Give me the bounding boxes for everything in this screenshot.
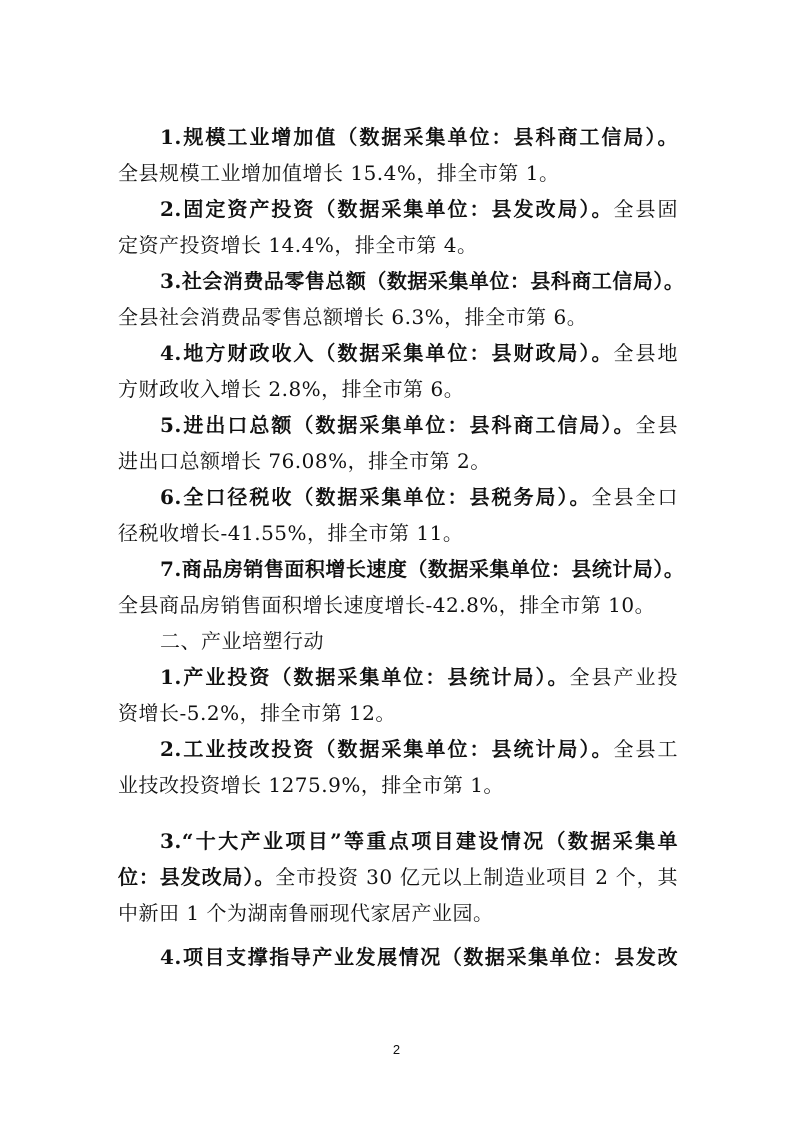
body-text: 全县产业投 [569, 665, 679, 689]
body-text: 中新田 1 个为湖南鲁丽现代家居产业园。 [118, 901, 494, 925]
body-text: 全县社会消费品零售总额增长 6.3%，排全市第 6。 [118, 305, 588, 329]
text-line [118, 443, 678, 479]
body-text: 业技改投资增长 1275.9%，排全市第 1。 [118, 773, 504, 797]
text-line [160, 659, 678, 695]
body-text: 径税收增长-41.55%，排全市第 11。 [118, 521, 464, 545]
text-line [160, 263, 685, 299]
text-line [160, 407, 678, 443]
text-line [160, 119, 678, 155]
bold-text: 6.全口径税收（数据采集单位：县税务局）。 [160, 485, 592, 509]
text-line [160, 191, 678, 227]
text-line [118, 767, 678, 803]
section-heading [160, 623, 678, 659]
bold-text: 7.商品房销售面积增长速度（数据采集单位：县统计局）。 [160, 557, 685, 581]
text-line [118, 859, 678, 895]
body-text: 定资产投资增长 14.4%，排全市第 4。 [118, 233, 478, 257]
body-text: 资增长-5.2%，排全市第 12。 [118, 701, 396, 725]
bold-text: 5.进出口总额（数据采集单位：县科商工信局）。 [160, 413, 636, 437]
text-line [118, 371, 678, 407]
text-line [118, 155, 678, 191]
text-line [160, 335, 678, 371]
text-line [118, 299, 678, 335]
bold-text: 3.“十大产业项目”等重点项目建设情况（数据采集单 [160, 829, 678, 853]
bold-text: 4.地方财政收入（数据采集单位：县财政局）。 [160, 341, 614, 365]
bold-text: 2.固定资产投资（数据采集单位：县发改局）。 [160, 197, 614, 221]
body-text: 全市投资 30 亿元以上制造业项目 2 个，其 [275, 865, 679, 889]
body-text: 全县固 [613, 197, 678, 221]
text-line [118, 587, 678, 623]
bold-text: 4.项目支撑指导产业发展情况（数据采集单位：县发改 [160, 945, 678, 969]
bold-text: 位：县发改局）。 [118, 865, 276, 889]
text-line [160, 823, 678, 859]
body-text: 全县地 [613, 341, 678, 365]
text-line [118, 227, 678, 263]
body-text: 全县工 [613, 737, 678, 761]
body-text: 二、产业培塑行动 [160, 629, 324, 653]
bold-text: 2.工业技改投资（数据采集单位：县统计局）。 [160, 737, 614, 761]
body-text: 全县全口 [591, 485, 678, 509]
body-text: 进出口总额增长 76.08%，排全市第 2。 [118, 449, 491, 473]
text-line [118, 695, 678, 731]
text-line [160, 479, 678, 515]
body-text: 全县 [635, 413, 678, 437]
text-line [160, 551, 685, 587]
text-line [118, 515, 678, 551]
bold-text: 3.社会消费品零售总额（数据采集单位：县科商工信局）。 [160, 269, 685, 293]
body-text: 方财政收入增长 2.8%，排全市第 6。 [118, 377, 465, 401]
body-text: 全县规模工业增加值增长 15.4%，排全市第 1。 [118, 161, 560, 185]
body-text: 全县商品房销售面积增长速度增长-42.8%，排全市第 10。 [118, 593, 656, 617]
text-line [160, 731, 678, 767]
bold-text: 1.产业投资（数据采集单位：县统计局）。 [160, 665, 570, 689]
text-line [118, 895, 678, 931]
page-number: 2 [392, 1042, 401, 1057]
bold-text: 1.规模工业增加值（数据采集单位：县科商工信局）。 [160, 125, 678, 149]
text-line [160, 939, 678, 975]
